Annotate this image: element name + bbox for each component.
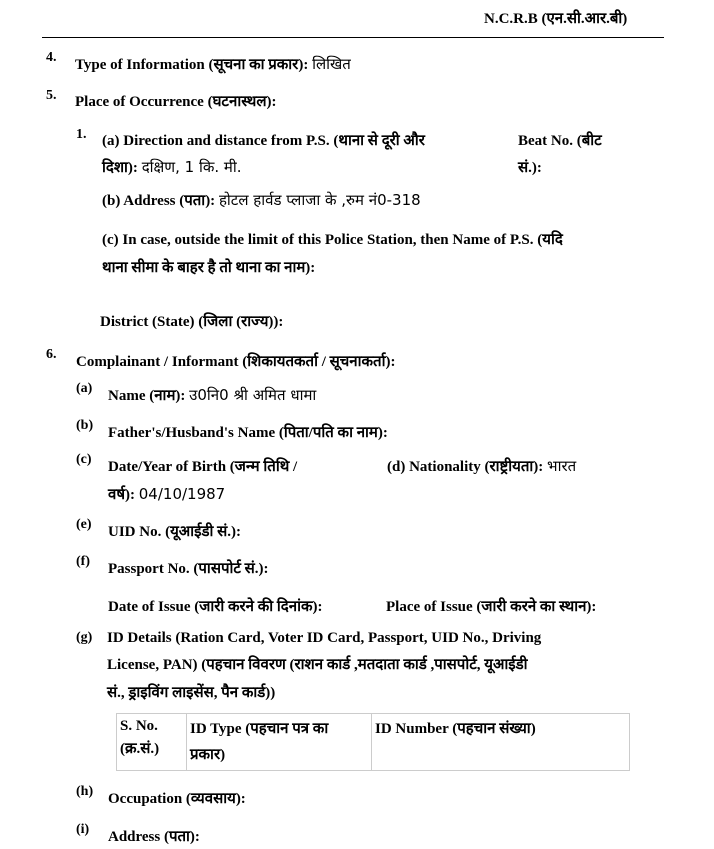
section-6-number: 6.	[46, 347, 57, 362]
item-a-key: (a)	[76, 381, 93, 396]
dob-label-line2: वर्ष):	[108, 487, 136, 503]
id-type-header-line1: ID Type (पहचान पत्र का	[190, 721, 329, 737]
name-label: Name (नाम):	[108, 388, 186, 404]
item-c-key: (c)	[76, 452, 92, 467]
type-of-information-label: Type of Information (सूचना का प्रकार):	[75, 57, 309, 73]
direction-distance-value: दक्षिण, 1 कि. मी.	[141, 158, 242, 176]
id-details-line2: License, PAN) (पहचान विवरण (राशन कार्ड ,मतदाता कार्ड ,पासपोर्ट, यूआईडी	[107, 657, 528, 673]
item-b-key: (b)	[76, 418, 94, 433]
district-state-label: District (State) (जिला (राज्य)):	[100, 314, 284, 330]
header-divider	[42, 37, 664, 38]
occupation-label: Occupation (व्यवसाय):	[108, 791, 246, 807]
id-type-header-cell	[187, 714, 372, 771]
place-of-occurrence-label: Place of Occurrence (घटनास्थल):	[75, 94, 277, 110]
address-label: (b) Address (पता):	[102, 193, 216, 209]
dob-value: 04/10/1987	[138, 485, 226, 503]
id-details-line1: ID Details (Ration Card, Voter ID Card, Passport, UID No., Driving	[107, 630, 542, 646]
sno-header-line1: S. No.	[120, 718, 158, 734]
type-of-information-value: लिखित	[312, 55, 351, 73]
id-details-table	[116, 713, 630, 771]
id-type-header-line2: प्रकार)	[190, 747, 226, 763]
dob-row	[108, 484, 225, 504]
ncrb-header: N.C.R.B (एन.सी.आर.बी)	[484, 11, 628, 27]
table-row	[117, 714, 630, 771]
section-5-number: 5.	[46, 88, 57, 103]
sno-header-cell	[117, 714, 187, 771]
id-number-header: ID Number (पहचान संख्या)	[375, 721, 536, 737]
outside-ps-label-line2: थाना सीमा के बाहर है तो थाना का नाम):	[102, 260, 316, 276]
father-husband-name-label: Father's/Husband's Name (पिता/पति का नाम):	[108, 425, 388, 441]
item-h-key: (h)	[76, 784, 94, 799]
type-of-information-row	[75, 54, 351, 74]
nationality-row	[387, 456, 576, 476]
item-g-key: (g)	[76, 630, 93, 645]
item-e-key: (e)	[76, 517, 92, 532]
complainant-label: Complainant / Informant (शिकायतकर्ता / सूचनाकर्ता):	[76, 354, 396, 370]
section-4-number: 4.	[46, 50, 57, 65]
name-row	[108, 385, 316, 405]
date-of-issue-label: Date of Issue (जारी करने की दिनांक):	[108, 599, 323, 615]
nationality-label: (d) Nationality (राष्ट्रीयता):	[387, 459, 544, 475]
dob-label-line1: Date/Year of Birth (जन्म तिथि /	[108, 459, 298, 475]
direction-distance-row	[102, 157, 242, 177]
uid-number-label: UID No. (यूआईडी सं.):	[108, 524, 242, 540]
address-value: होटल हार्वड प्लाजा के ,रुम नं0-318	[218, 191, 421, 209]
direction-distance-label-line1: (a) Direction and distance from P.S. (थाना से दूरी और	[102, 133, 425, 149]
passport-number-label: Passport No. (पासपोर्ट सं.):	[108, 561, 269, 577]
place-of-issue-label: Place of Issue (जारी करने का स्थान):	[386, 599, 597, 615]
direction-distance-label-line2: दिशा):	[102, 160, 138, 176]
place-sub-1-number: 1.	[76, 127, 87, 142]
complainant-address-label: Address (पता):	[108, 829, 200, 845]
address-row	[102, 190, 421, 210]
outside-ps-label-line1: (c) In case, outside the limit of this Police Station, then Name of P.S. (यदि	[102, 232, 563, 248]
sno-header-line2: (क्र.सं.)	[120, 741, 160, 757]
beat-number-label-line2: सं.):	[518, 160, 542, 176]
id-details-line3: सं., ड्राइविंग लाइसेंस, पैन कार्ड))	[107, 685, 276, 701]
name-value: उ0नि0 श्री अमित धामा	[189, 386, 317, 404]
beat-number-label-line1: Beat No. (बीट	[518, 133, 602, 149]
item-i-key: (i)	[76, 822, 90, 837]
nationality-value: भारत	[547, 457, 577, 475]
id-number-header-cell	[372, 714, 630, 771]
item-f-key: (f)	[76, 554, 90, 569]
